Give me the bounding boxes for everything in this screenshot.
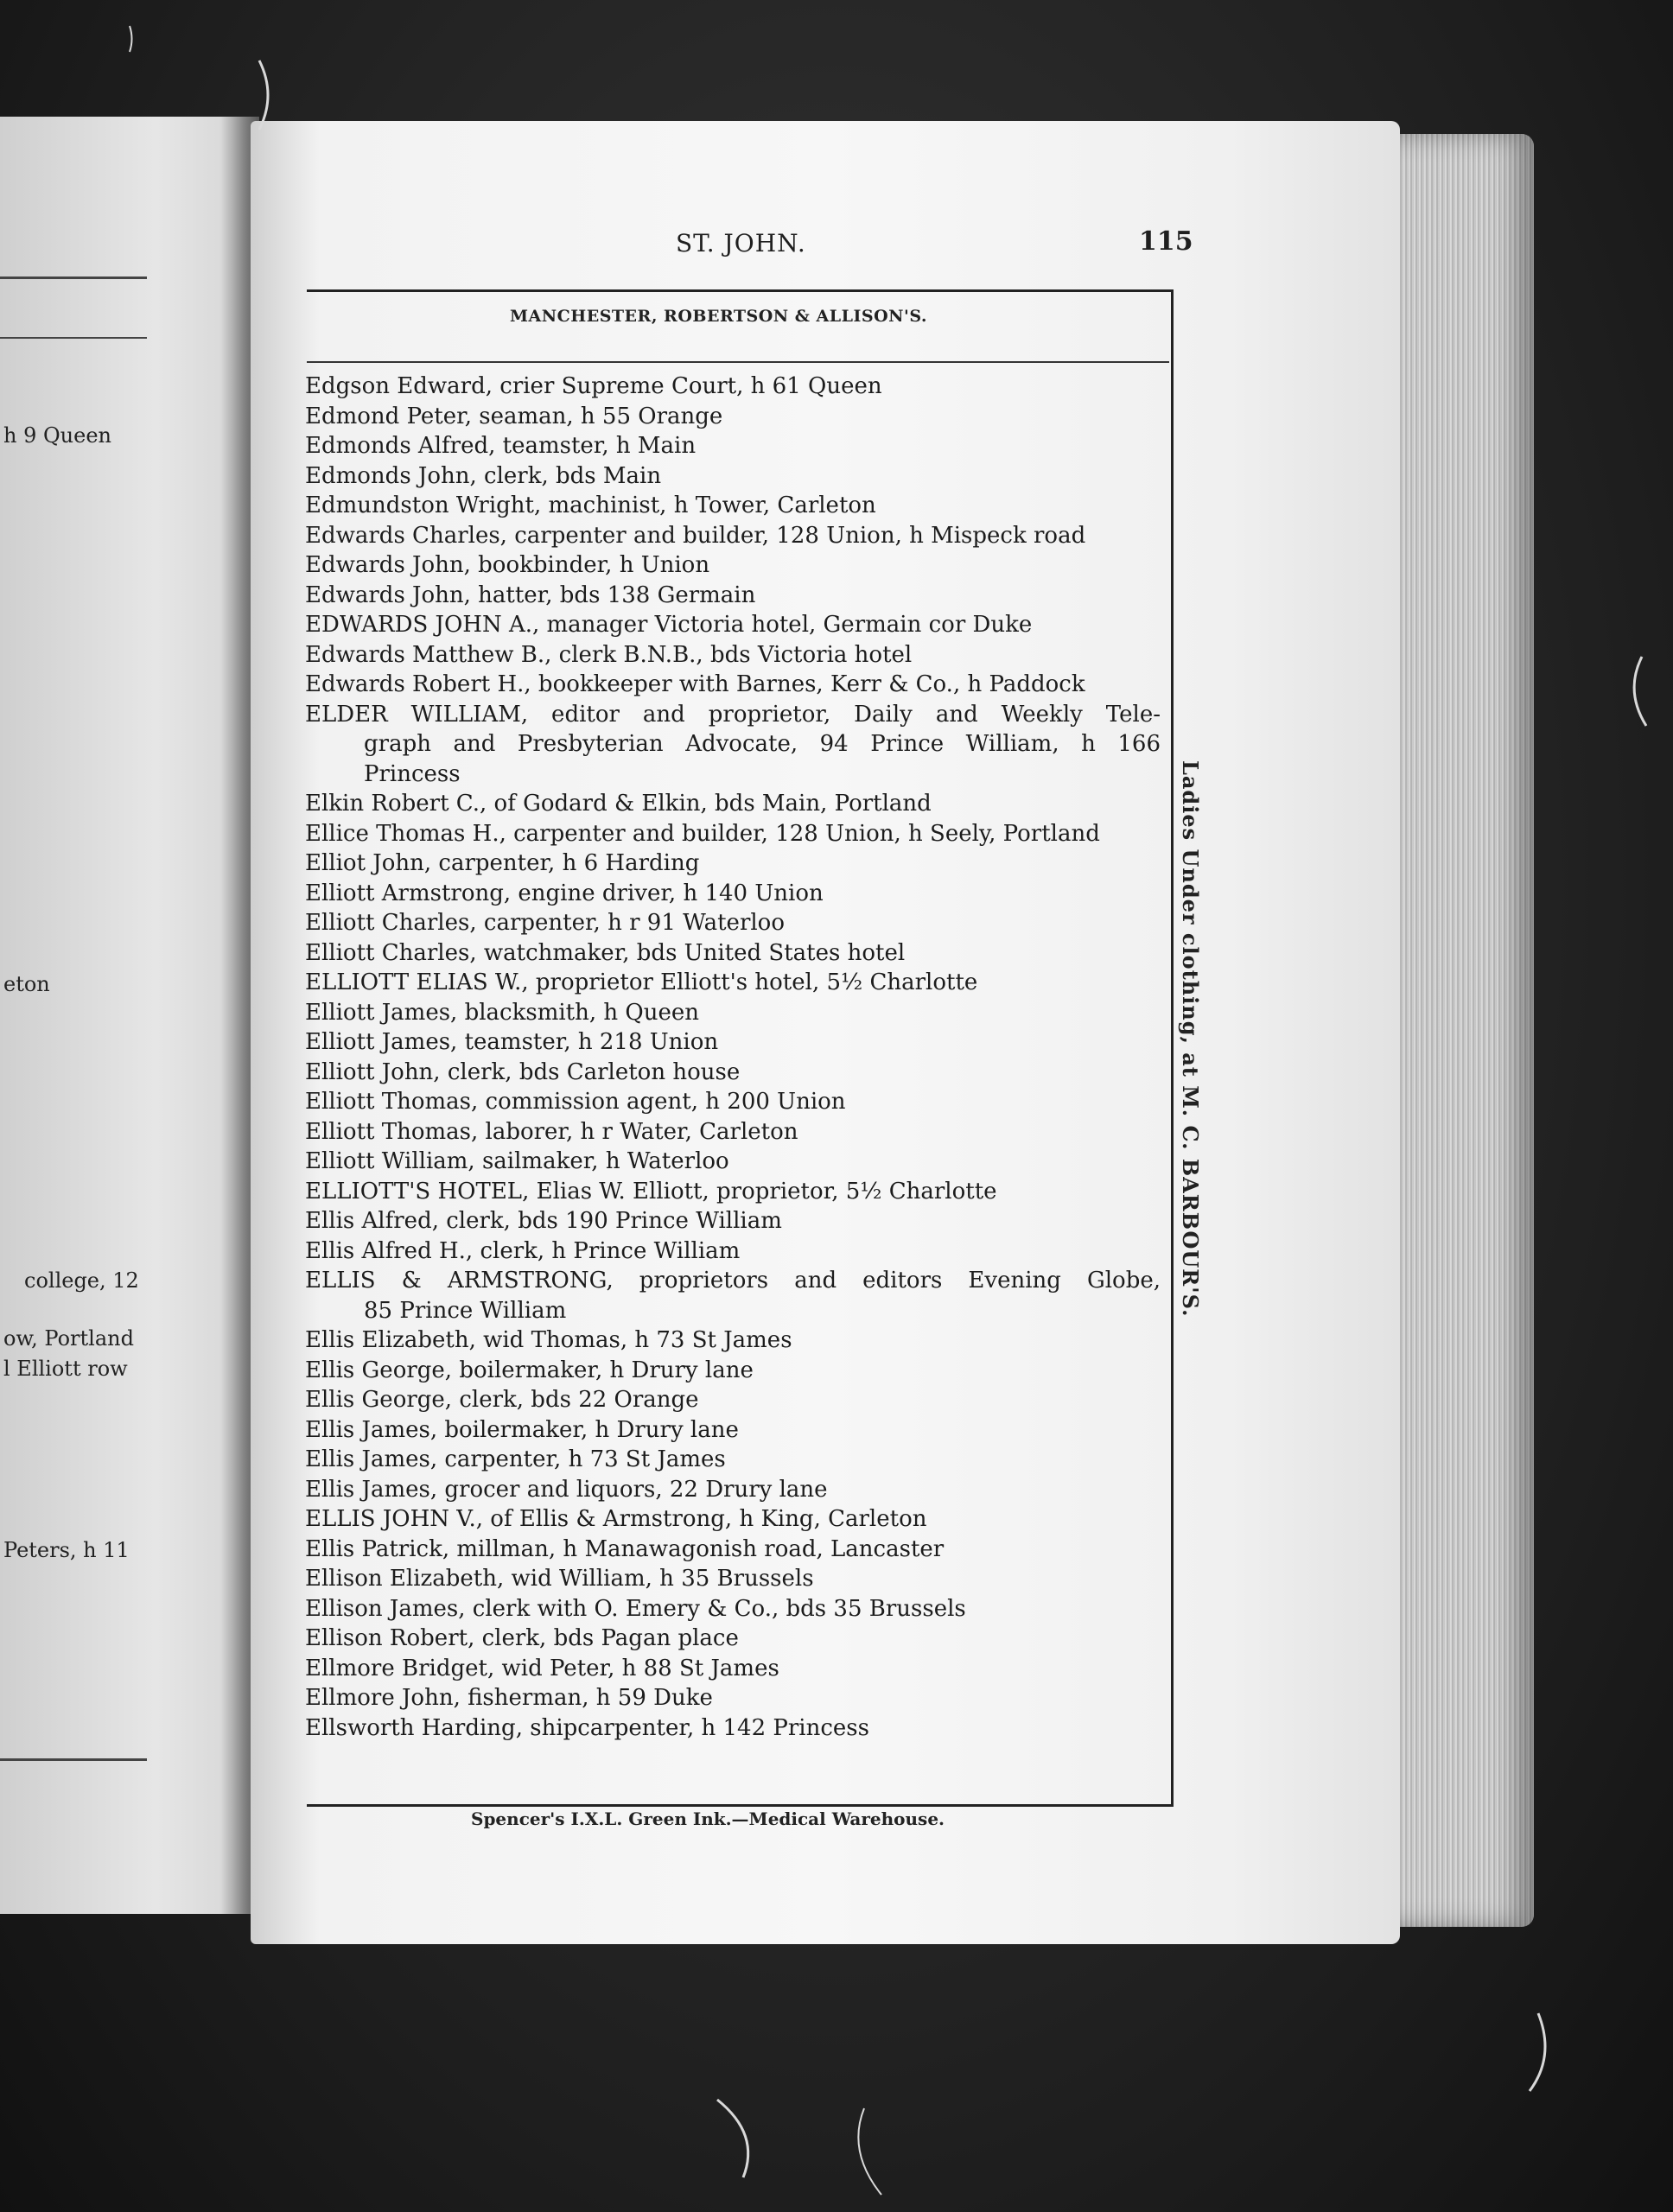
directory-entry: Ellis George, boilermaker, h Drury lane	[305, 1357, 754, 1383]
directory-entry-continuation: Princess	[364, 760, 461, 787]
left-page-text: l Elliott row	[3, 1357, 128, 1381]
directory-entry: Edwards Matthew B., clerk B.N.B., bds Victoria hotel	[305, 641, 913, 668]
directory-entry: Elkin Robert C., of Godard & Elkin, bds Main, Portland	[305, 791, 932, 817]
directory-entry: ELLIS JOHN V., of Ellis & Armstrong, h King, Carleton	[305, 1506, 927, 1532]
left-page-text: Peters, h 11	[3, 1538, 130, 1562]
directory-entry: Edmundston Wright, machinist, h Tower, Carleton	[305, 493, 876, 518]
directory-entry: Elliott Armstrong, engine driver, h 140 Union	[305, 880, 824, 906]
directory-entry-continuation: graph and Presbyterian Advocate, 94 Prince William, h 166	[364, 731, 1161, 757]
directory-entry: Ellison Robert, clerk, bds Pagan place	[305, 1625, 739, 1651]
directory-entry: Edwards Robert H., bookkeeper with Barnes, Kerr & Co., h Paddock	[305, 671, 1085, 697]
directory-entry: EDWARDS JOHN A., manager Victoria hotel, Germain cor Duke	[305, 612, 1033, 638]
side-advertisement: Ladies Under clothing, at M. C. BARBOUR'S.	[1178, 760, 1203, 1318]
directory-entry: Ellice Thomas H., carpenter and builder, 128 Union, h Seely, Portland	[305, 820, 1100, 847]
left-page-text: eton	[3, 972, 50, 996]
directory-entry: Ellmore John, fisherman, h 59 Duke	[305, 1685, 713, 1711]
directory-entry: Ellis Alfred H., clerk, h Prince William	[305, 1237, 741, 1264]
directory-entry: ELLIS & ARMSTRONG, proprietors and editors Evening Globe,	[305, 1268, 1161, 1294]
directory-entry: Elliott James, blacksmith, h Queen	[305, 999, 699, 1026]
page-number: 115	[1139, 226, 1193, 257]
directory-entry: Elliott James, teamster, h 218 Union	[305, 1029, 719, 1055]
directory-entry: ELLIOTT ELIAS W., proprietor Elliott's hotel, 5½ Charlotte	[305, 969, 978, 995]
directory-entry: Edwards John, hatter, bds 138 Germain	[305, 582, 756, 608]
directory-entry: Edmonds Alfred, teamster, h Main	[305, 433, 697, 459]
directory-entry: Elliott Thomas, commission agent, h 200 Union	[305, 1089, 846, 1115]
directory-entry: Ellmore Bridget, wid Peter, h 88 St James	[305, 1655, 779, 1681]
directory-entry: Edwards John, bookbinder, h Union	[305, 552, 710, 578]
directory-entry: Ellis James, grocer and liquors, 22 Drury lane	[305, 1476, 828, 1503]
directory-entry: Ellis James, carpenter, h 73 St James	[305, 1446, 726, 1472]
directory-entry: Edmonds John, clerk, bds Main	[305, 462, 662, 489]
directory-entry: Elliott Charles, watchmaker, bds United States hotel	[305, 939, 906, 966]
directory-entry: Ellis Alfred, clerk, bds 190 Prince William	[305, 1208, 782, 1234]
directory-entry: Edwards Charles, carpenter and builder, 128 Union, h Mispeck road	[305, 522, 1086, 549]
directory-entry: Edmond Peter, seaman, h 55 Orange	[305, 403, 723, 429]
directory-entry: Ellison Elizabeth, wid William, h 35 Brussels	[305, 1566, 814, 1592]
directory-entry: Ellison James, clerk with O. Emery & Co., bds 35 Brussels	[305, 1595, 966, 1622]
directory-entry: Elliott William, sailmaker, h Waterloo	[305, 1148, 729, 1174]
directory-entry: ELLIOTT'S HOTEL, Elias W. Elliott, proprietor, 5½ Charlotte	[305, 1178, 997, 1205]
directory-entry: Edgson Edward, crier Supreme Court, h 61 Queen	[305, 373, 882, 399]
left-page-text: h 9 Queen	[3, 423, 111, 448]
bottom-advertisement: Spencer's I.X.L. Green Ink.—Medical Warehouse.	[471, 1808, 945, 1829]
directory-entry: Elliott Thomas, laborer, h r Water, Carleton	[305, 1118, 798, 1145]
directory-entry: Elliott Charles, carpenter, h r 91 Waterloo	[305, 910, 785, 936]
directory-entry-continuation: 85 Prince William	[364, 1297, 567, 1324]
directory-entry: ELDER WILLIAM, editor and proprietor, Daily and Weekly Tele-	[305, 701, 1161, 728]
directory-entry: Ellis Patrick, millman, h Manawagonish road, Lancaster	[305, 1535, 945, 1562]
directory-entry: Ellis Elizabeth, wid Thomas, h 73 St James	[305, 1327, 792, 1353]
directory-entry: Elliot John, carpenter, h 6 Harding	[305, 850, 700, 876]
left-page-text: college, 12	[24, 1268, 139, 1293]
directory-entry: Elliott John, clerk, bds Carleton house	[305, 1058, 741, 1085]
top-advertisement: MANCHESTER, ROBERTSON & ALLISON'S.	[510, 307, 928, 326]
running-head: ST. JOHN.	[676, 229, 806, 257]
directory-entry: Ellis James, boilermaker, h Drury lane	[305, 1416, 739, 1443]
directory-entry: Ellis George, clerk, bds 22 Orange	[305, 1387, 699, 1413]
directory-entry: Ellsworth Harding, shipcarpenter, h 142 Princess	[305, 1714, 869, 1741]
left-page-text: ow, Portland	[3, 1326, 134, 1351]
